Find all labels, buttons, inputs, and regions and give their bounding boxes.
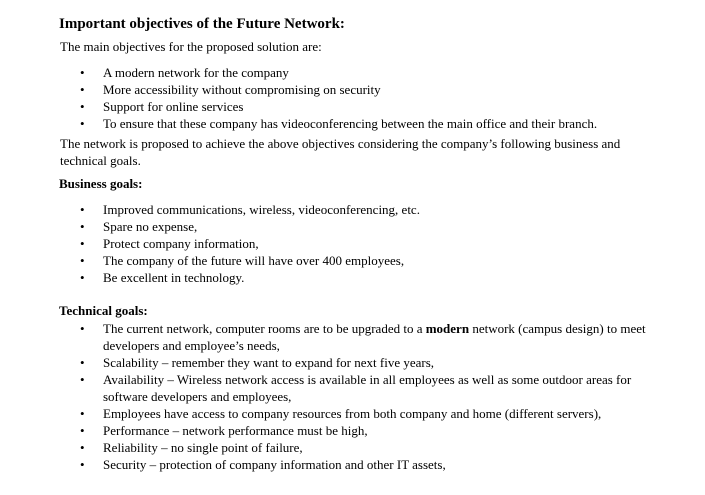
list-item: • Protect company information, <box>80 236 259 251</box>
list-item: • Reliability – no single point of failure, <box>80 440 303 455</box>
business-goals-list <box>0 201 705 286</box>
bullet-icon: • <box>80 65 85 80</box>
list-item: • Security – protection of company information and other IT assets, <box>80 457 446 472</box>
bullet-icon: • <box>80 355 85 370</box>
bullet-icon: • <box>80 457 85 472</box>
bullet-icon: • <box>80 116 85 131</box>
list-item: • A modern network for the company <box>80 65 289 80</box>
list-item: • Improved communications, wireless, videoconferencing, etc. <box>80 202 420 217</box>
list-item: • Availability – Wireless network access is available in all employees as well as some outdoor areas for software developers and employees, <box>80 372 632 404</box>
bullet-icon: • <box>80 270 85 285</box>
list-item: • Employees have access to company resources from both company and home (different servers), <box>80 406 602 421</box>
list-item: • Be excellent in technology. <box>80 270 245 285</box>
list-item: • To ensure that these company has videoconferencing between the main office and their branch. <box>80 116 598 131</box>
technical-goals-list <box>0 320 705 473</box>
bullet-icon: • <box>80 423 85 438</box>
bullet-icon: • <box>80 253 85 268</box>
bullet-icon: • <box>80 440 85 455</box>
technical-goals-heading: Technical goals: <box>59 303 148 318</box>
bullet-icon: • <box>80 82 85 97</box>
list-item: • More accessibility without compromising on security <box>80 82 381 97</box>
bullet-icon: • <box>80 406 85 421</box>
summary-paragraph: The network is proposed to achieve the above objectives considering the company’s following business and technical goals. <box>60 136 621 168</box>
bullet-icon: • <box>80 372 85 387</box>
list-item: • Spare no expense, <box>80 219 198 234</box>
business-goals-heading: Business goals: <box>59 176 143 191</box>
bullet-icon: • <box>80 321 85 336</box>
intro-paragraph: The main objectives for the proposed solution are: <box>60 39 322 54</box>
bullet-icon: • <box>80 219 85 234</box>
bullet-icon: • <box>80 99 85 114</box>
list-item: • Performance – network performance must be high, <box>80 423 368 438</box>
document-heading: Important objectives of the Future Network: <box>59 16 345 32</box>
list-item: • The company of the future will have over 400 employees, <box>80 253 405 268</box>
list-item: • Scalability – remember they want to expand for next five years, <box>80 355 435 370</box>
bullet-icon: • <box>80 202 85 217</box>
list-item: • Support for online services <box>80 99 244 114</box>
objectives-list <box>0 64 705 132</box>
list-item: • The current network, computer rooms are to be upgraded to a modern network (campus design) to meet developers and employee’s needs, <box>80 321 646 353</box>
bullet-icon: • <box>80 236 85 251</box>
emphasis-text: modern <box>425 321 470 336</box>
